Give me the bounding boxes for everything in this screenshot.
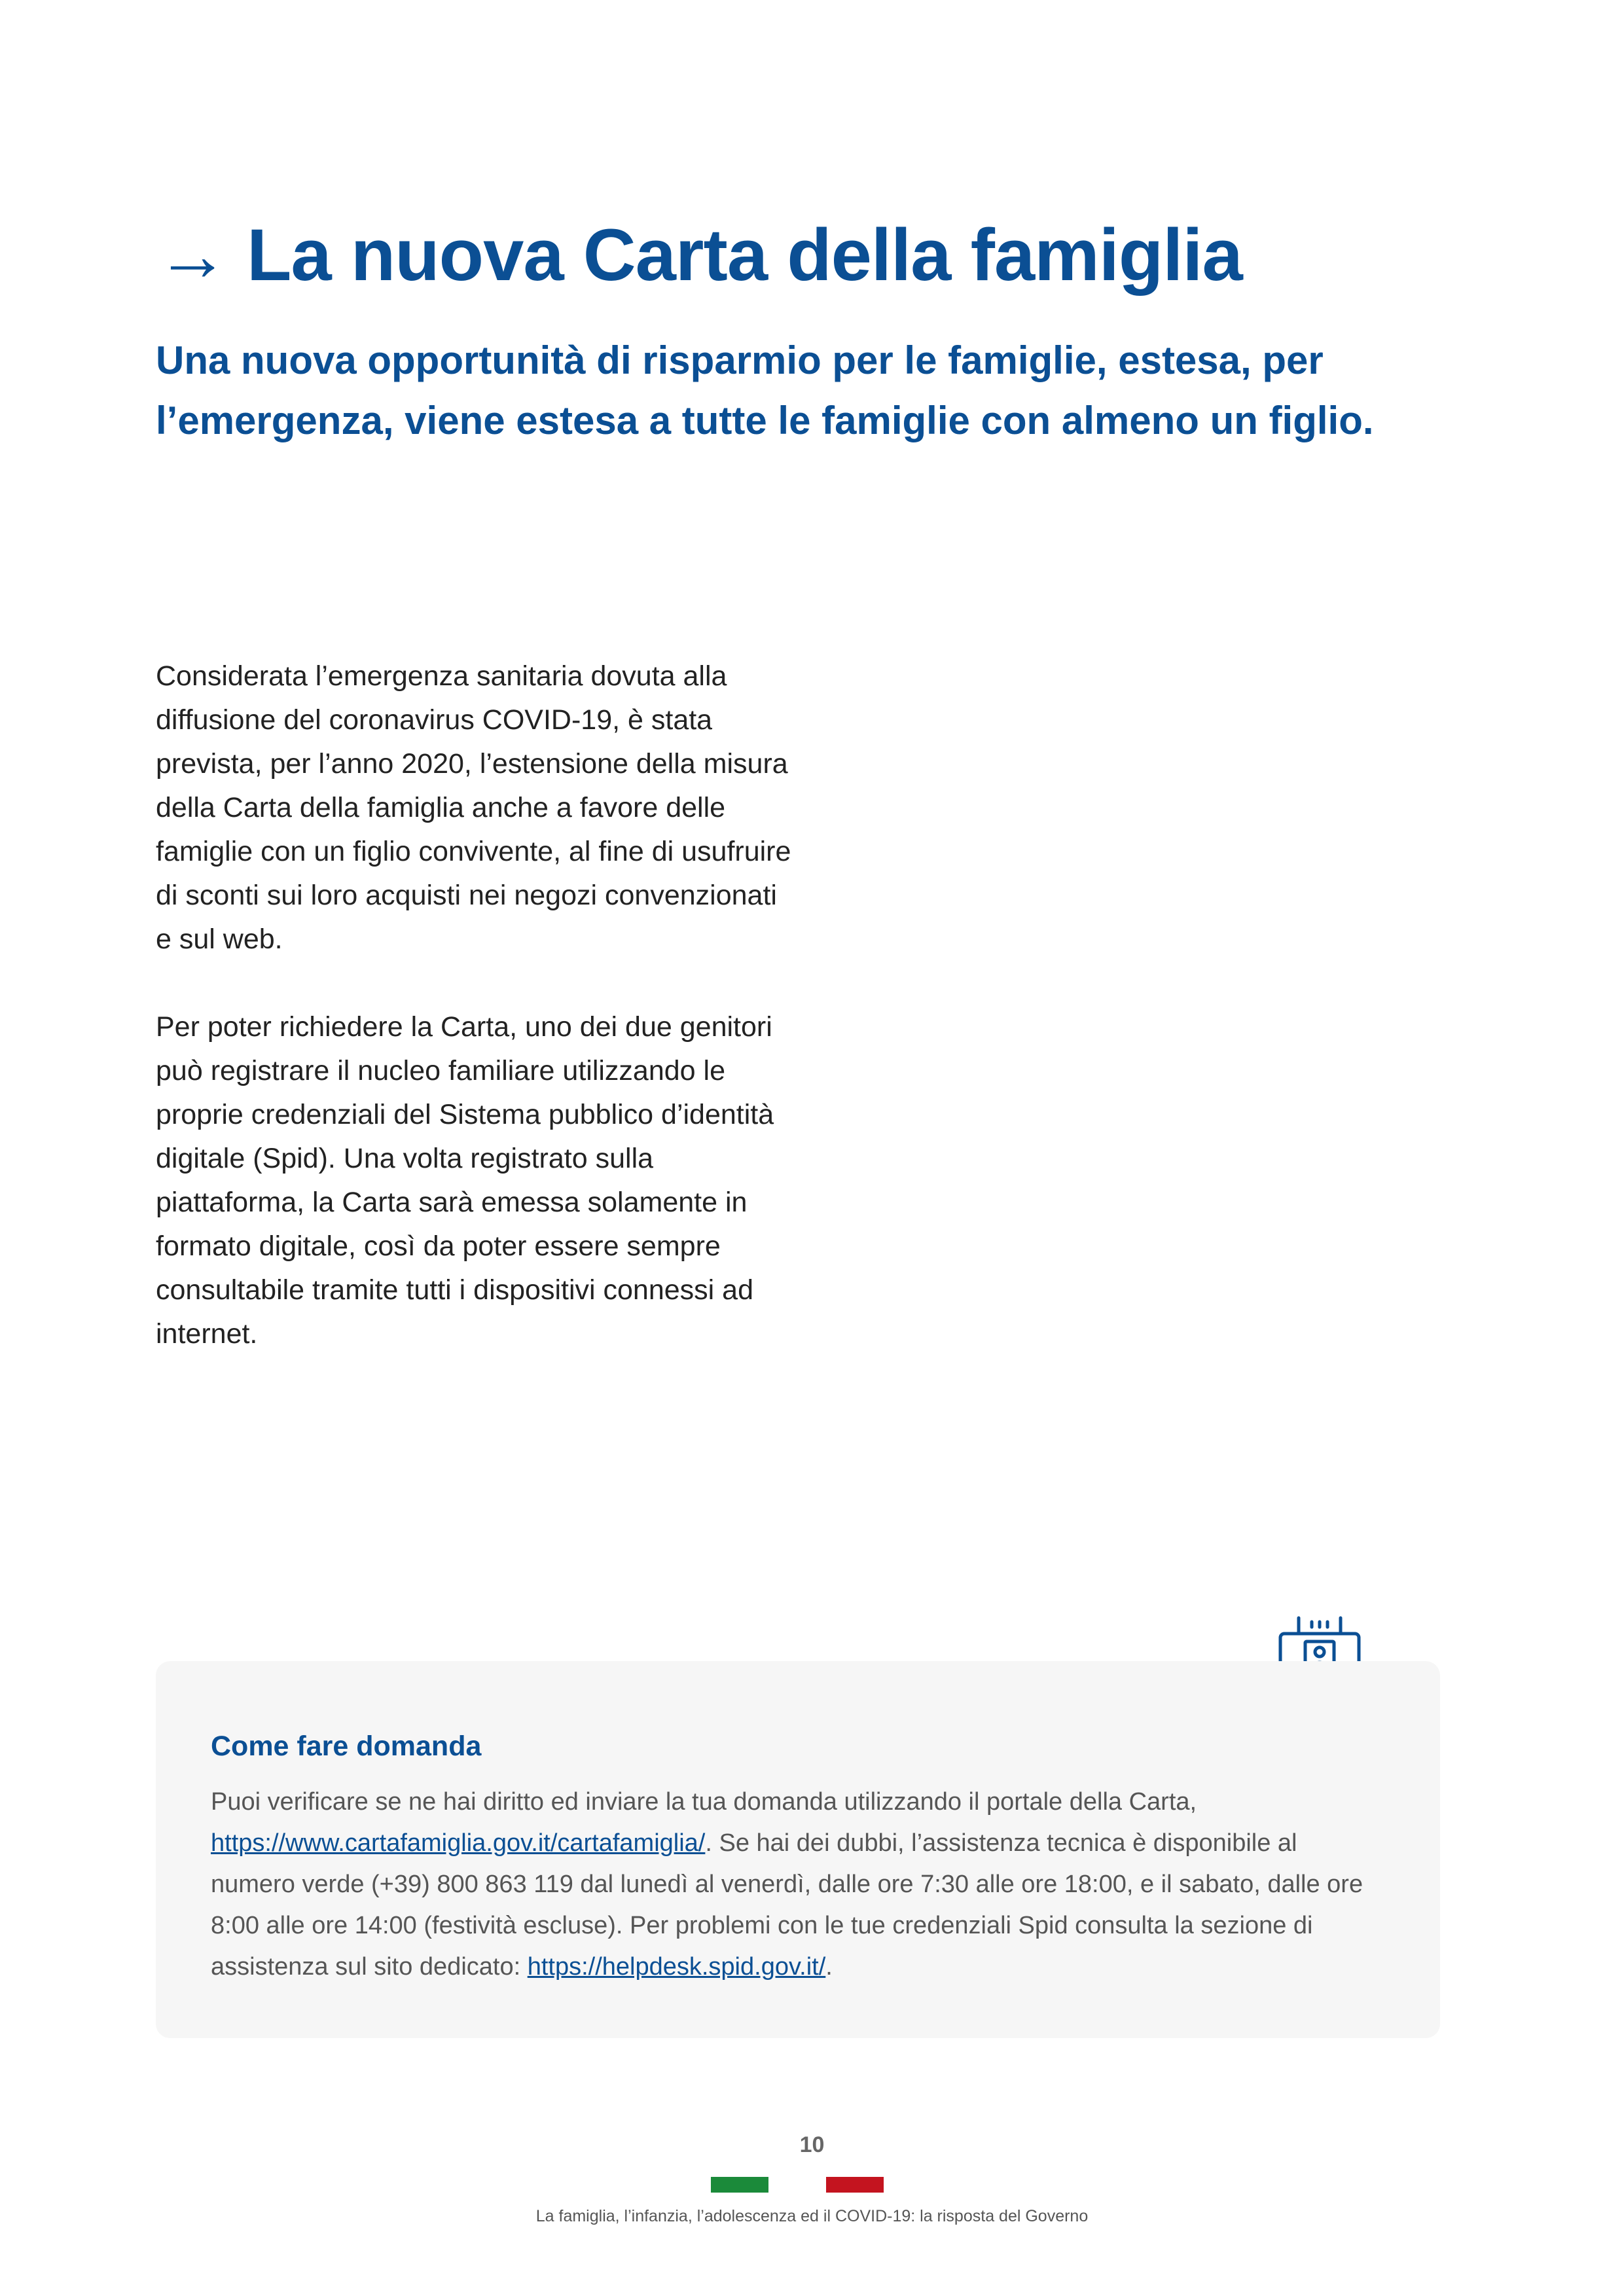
info-box-text bbox=[211, 1782, 1385, 1988]
body-text bbox=[156, 655, 797, 1356]
info-text-part-1: Puoi verificare se ne hai diritto ed inviare la tua domanda utilizzando il portale della Carta, bbox=[211, 1788, 1197, 1816]
info-box-title: Come fare domanda bbox=[211, 1731, 482, 1762]
info-text-part-3: . bbox=[825, 1953, 833, 1981]
flag-red-bar bbox=[826, 2177, 884, 2193]
arrow-right-icon: → bbox=[156, 214, 228, 296]
flag-green-bar bbox=[711, 2177, 768, 2193]
info-box bbox=[156, 1661, 1440, 2038]
body-paragraph-1: Considerata l’emergenza sanitaria dovuta alla diffusione del coronavirus COVID-19, è stata prevista, per l’anno 2020, l’estensione della misura della Carta della famiglia anche a favore delle famiglie con un figlio convivente, al fine di usufruire di sconti sui loro acquisti nei negozi convenzionati e sul web. bbox=[156, 660, 791, 955]
spid-helpdesk-link[interactable]: https://helpdesk.spid.gov.it/ bbox=[527, 1953, 826, 1981]
page-title-text: La nuova Carta della famiglia bbox=[247, 214, 1242, 296]
page-number: 10 bbox=[799, 2132, 825, 2157]
carta-famiglia-link[interactable]: https://www.cartafamiglia.gov.it/cartafamiglia/ bbox=[211, 1829, 706, 1857]
info-text-part-2: . Se hai dei dubbi, l’assistenza tecnica è disponibile al numero verde (+39) 800 863 119 dal lunedì al venerdì, dalle ore 7:30 alle ore 18:00, e il sabato, dalle ore 8:00 alle ore 14:00 (festività escluse). Per problemi con le tue credenziali Spid consulta la sezione di assistenza sul sito dedicato: bbox=[211, 1829, 1363, 1981]
footer-caption: La famiglia, l’infanzia, l’adolescenza ed il COVID-19: la risposta del Governo bbox=[535, 2207, 1089, 2225]
body-paragraph-2: Per poter richiedere la Carta, uno dei due genitori può registrare il nucleo familiare utilizzando le proprie credenziali del Sistema pubblico d’identità digitale (Spid). Una volta registrato sulla piattaforma, la Carta sarà emessa solamente in formato digitale, così da poter essere sempre consultabile tramite tutti i dispositivi connessi ad internet. bbox=[156, 1011, 774, 1350]
page-subtitle: Una nuova opportunità di risparmio per le famiglie, estesa, per l’emergenza, viene estesa a tutte le famiglie con almeno un figlio. bbox=[156, 338, 1374, 442]
page-title bbox=[156, 209, 1465, 301]
